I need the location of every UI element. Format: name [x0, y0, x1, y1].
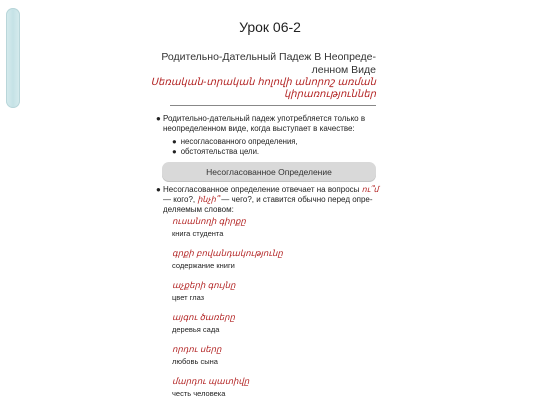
- example-item: [172, 216, 372, 248]
- example-item: [172, 280, 372, 312]
- example-armenian: գրքի բովանդակությունը: [172, 248, 283, 258]
- list-item: [172, 147, 259, 157]
- section-heading-ru: Родительно-Дательный Падеж В Неопреде-ленном Виде: [161, 51, 376, 76]
- examples-list: [172, 216, 372, 408]
- list-item-text: несогласованного определения,: [180, 137, 298, 146]
- bullet-icon: ●: [156, 185, 161, 194]
- bullet-icon: ●: [172, 147, 177, 156]
- question-whom: ու՞մ: [361, 185, 379, 194]
- example-russian: любовь сына: [172, 357, 218, 366]
- example-russian: книга студента: [172, 229, 224, 238]
- intro-paragraph: [156, 114, 381, 134]
- list-item-text: обстоятельства цели.: [180, 147, 260, 156]
- divider: [170, 105, 376, 106]
- definition-paragraph: [156, 185, 381, 215]
- example-armenian: ուսանողի գիրքը: [172, 216, 246, 226]
- definition-part3: — чего?, и ставится обычно перед опре-деляемым словом:: [163, 195, 373, 214]
- bullet-icon: ●: [172, 137, 177, 146]
- definition-text: [156, 185, 381, 215]
- lesson-title: Урок 06-2: [239, 19, 301, 35]
- example-item: [172, 312, 372, 344]
- example-item: [172, 376, 372, 408]
- example-item: [172, 248, 372, 280]
- intro-text: Родительно-дательный падеж употребляется только в неопределенном виде, когда выступает в качестве:: [163, 114, 366, 133]
- example-armenian: աչքերի գույնը: [172, 280, 236, 290]
- subheading-bar: Несогласованное Определение: [162, 162, 376, 182]
- example-armenian: այգու ծառերը: [172, 312, 235, 322]
- bullet-icon: ●: [156, 114, 161, 123]
- example-russian: деревья сада: [172, 325, 220, 334]
- section-heading-arm: Սեռական-տրական հոլովի անորոշ առման կիրառություններ: [150, 77, 376, 100]
- example-russian: честь человека: [172, 389, 226, 398]
- example-armenian: որդու սերը: [172, 344, 222, 354]
- list-item: [172, 137, 298, 147]
- definition-part1: Несогласованное определение отвечает на вопросы: [163, 185, 360, 194]
- definition-part2: — кого?,: [163, 195, 196, 204]
- example-armenian: մարդու պատիվը: [172, 376, 250, 386]
- example-item: [172, 344, 372, 376]
- question-what: ինչի՞: [197, 195, 220, 204]
- example-russian: содержание книги: [172, 261, 235, 270]
- example-russian: цвет глаз: [172, 293, 205, 302]
